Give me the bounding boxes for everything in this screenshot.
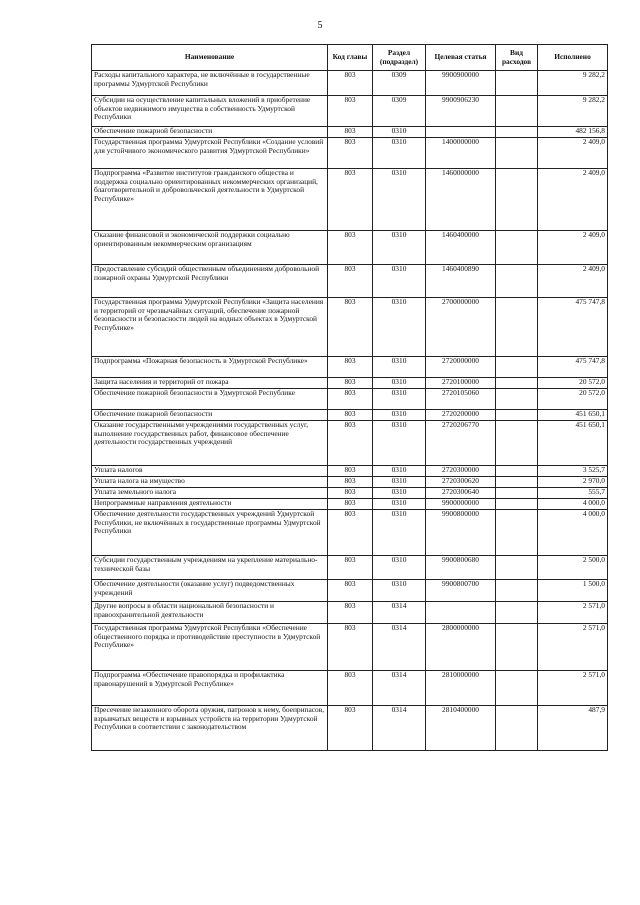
row-section: 0310 (373, 169, 426, 231)
row-section: 0310 (373, 580, 426, 602)
row-target-article: 2720100000 (426, 378, 496, 389)
row-expense-type (496, 378, 538, 389)
row-section: 0310 (373, 265, 426, 298)
row-expense-type (496, 671, 538, 706)
row-chapter-code: 803 (328, 389, 373, 410)
row-executed: 2 571,0 (538, 671, 608, 706)
row-target-article: 2720206770 (426, 421, 496, 466)
row-chapter-code: 803 (328, 477, 373, 488)
row-target-article: 1460000000 (426, 169, 496, 231)
row-section: 0310 (373, 510, 426, 556)
row-chapter-code: 803 (328, 231, 373, 265)
row-executed: 2 571,0 (538, 602, 608, 624)
row-expense-type (496, 624, 538, 671)
row-target-article: 9900800000 (426, 510, 496, 556)
row-name: Уплата налогов (92, 466, 328, 477)
header-executed: Исполнено (538, 45, 608, 71)
row-target-article: 9900906230 (426, 96, 496, 127)
row-chapter-code: 803 (328, 671, 373, 706)
row-section: 0310 (373, 556, 426, 580)
row-target-article: 2700000000 (426, 298, 496, 357)
row-name: Обеспечение пожарной безопасности в Удмуртской Республике (92, 389, 328, 410)
row-expense-type (496, 357, 538, 378)
row-section: 0310 (373, 231, 426, 265)
row-name: Обеспечение пожарной безопасности (92, 410, 328, 421)
row-expense-type (496, 231, 538, 265)
budget-table (91, 44, 608, 751)
row-name: Обеспечение пожарной безопасности (92, 127, 328, 138)
table-row (92, 706, 608, 751)
row-target-article: 2720300000 (426, 466, 496, 477)
row-executed: 2 409,0 (538, 169, 608, 231)
row-chapter-code: 803 (328, 127, 373, 138)
table-header-row (92, 45, 608, 71)
row-chapter-code: 803 (328, 298, 373, 357)
row-chapter-code: 803 (328, 410, 373, 421)
row-target-article: 2800000000 (426, 624, 496, 671)
header-expense-type: Вид расходов (496, 45, 538, 71)
row-chapter-code: 803 (328, 378, 373, 389)
row-name: Пресечение незаконного оборота оружия, патронов к нему, боеприпасов, взрывчатых веществ и взрывных устройств на территории Удмуртской Республики в соответствии с законодательством (92, 706, 328, 751)
row-chapter-code: 803 (328, 421, 373, 466)
table-row (92, 421, 608, 466)
row-section: 0309 (373, 71, 426, 96)
row-section: 0310 (373, 421, 426, 466)
row-name: Обеспечение деятельности государственных учреждений Удмуртской Республики, не включённых в государственные программы Удмуртской Республики (92, 510, 328, 556)
row-section: 0310 (373, 298, 426, 357)
row-chapter-code: 803 (328, 499, 373, 510)
row-executed: 4 000,0 (538, 510, 608, 556)
row-expense-type (496, 389, 538, 410)
row-expense-type (496, 127, 538, 138)
row-section: 0314 (373, 624, 426, 671)
row-chapter-code: 803 (328, 580, 373, 602)
table-row (92, 96, 608, 127)
row-expense-type (496, 421, 538, 466)
row-chapter-code: 803 (328, 71, 373, 96)
table-row (92, 265, 608, 298)
row-chapter-code: 803 (328, 488, 373, 499)
row-executed: 9 282,2 (538, 96, 608, 127)
table-row (92, 602, 608, 624)
row-name: Государственная программа Удмуртской Республики «Обеспечение общественного порядка и противодействие преступности в Удмуртской Республике» (92, 624, 328, 671)
row-expense-type (496, 602, 538, 624)
row-chapter-code: 803 (328, 466, 373, 477)
row-executed: 451 650,1 (538, 410, 608, 421)
row-section: 0309 (373, 96, 426, 127)
row-chapter-code: 803 (328, 510, 373, 556)
row-expense-type (496, 265, 538, 298)
row-section: 0310 (373, 477, 426, 488)
row-expense-type (496, 298, 538, 357)
row-name: Государственная программа Удмуртской Республики «Создание условий для устойчивого экономического развития Удмуртской Республики» (92, 138, 328, 169)
row-name: Оказание финансовой и экономической поддержки социально ориентированным некоммерческим организациям (92, 231, 328, 265)
row-section: 0310 (373, 127, 426, 138)
row-name: Непрограммные направления деятельности (92, 499, 328, 510)
table-row (92, 71, 608, 96)
row-name: Уплата земельного налога (92, 488, 328, 499)
table-row (92, 499, 608, 510)
row-executed: 555,7 (538, 488, 608, 499)
table-row (92, 169, 608, 231)
row-section: 0310 (373, 410, 426, 421)
row-expense-type (496, 499, 538, 510)
row-target-article: 1400000000 (426, 138, 496, 169)
row-chapter-code: 803 (328, 138, 373, 169)
row-executed: 9 282,2 (538, 71, 608, 96)
row-section: 0310 (373, 378, 426, 389)
row-section: 0310 (373, 488, 426, 499)
table-row (92, 298, 608, 357)
row-chapter-code: 803 (328, 169, 373, 231)
row-name: Субсидии на осуществление капитальных вложений в приобретение объектов недвижимого имущества в собственность Удмуртской Республики (92, 96, 328, 127)
row-target-article: 9900800700 (426, 580, 496, 602)
row-executed: 475 747,8 (538, 298, 608, 357)
table-row (92, 510, 608, 556)
row-target-article: 2720105060 (426, 389, 496, 410)
row-name: Другие вопросы в области национальной безопасности и правоохранительной деятельности (92, 602, 328, 624)
row-chapter-code: 803 (328, 602, 373, 624)
header-name: Наименование (92, 45, 328, 71)
row-expense-type (496, 488, 538, 499)
row-name: Расходы капитального характера, не включённые в государственные программы Удмуртской Республики (92, 71, 328, 96)
row-executed: 475 747,8 (538, 357, 608, 378)
row-chapter-code: 803 (328, 624, 373, 671)
row-name: Уплата налога на имущество (92, 477, 328, 488)
row-name: Подпрограмма «Пожарная безопасность в Удмуртской Республике» (92, 357, 328, 378)
header-section: Раздел (подраздел) (373, 45, 426, 71)
row-expense-type (496, 138, 538, 169)
row-section: 0310 (373, 138, 426, 169)
row-expense-type (496, 510, 538, 556)
row-executed: 451 650,1 (538, 421, 608, 466)
row-name: Обеспечение деятельности (оказание услуг) подведомственных учреждений (92, 580, 328, 602)
table-row (92, 624, 608, 671)
table-row (92, 138, 608, 169)
table-row (92, 357, 608, 378)
row-chapter-code: 803 (328, 357, 373, 378)
row-executed: 482 156,8 (538, 127, 608, 138)
table-body (92, 71, 608, 751)
row-target-article: 2720200000 (426, 410, 496, 421)
row-section: 0314 (373, 706, 426, 751)
row-section: 0310 (373, 389, 426, 410)
row-expense-type (496, 466, 538, 477)
row-executed: 4 000,0 (538, 499, 608, 510)
row-name: Оказание государственными учреждениями государственных услуг, выполнение государственных работ, финансовое обеспечение деятельности государственных учреждений (92, 421, 328, 466)
row-expense-type (496, 410, 538, 421)
table-row (92, 231, 608, 265)
row-target-article: 1460400890 (426, 265, 496, 298)
row-chapter-code: 803 (328, 96, 373, 127)
row-executed: 2 500,0 (538, 556, 608, 580)
row-executed: 487,9 (538, 706, 608, 751)
row-expense-type (496, 706, 538, 751)
table-row (92, 378, 608, 389)
row-chapter-code: 803 (328, 556, 373, 580)
row-section: 0310 (373, 466, 426, 477)
row-section: 0310 (373, 499, 426, 510)
table-row (92, 556, 608, 580)
row-name: Субсидии государственным учреждениям на укрепление материально-технической базы (92, 556, 328, 580)
row-target-article: 1460400000 (426, 231, 496, 265)
table-row (92, 127, 608, 138)
row-name: Государственная программа Удмуртской Республики «Защита населения и территорий от чрезвычайных ситуаций, обеспечение пожарной безопасности и безопасности людей на водных объектах в Удмуртской Республике» (92, 298, 328, 357)
row-executed: 3 525,7 (538, 466, 608, 477)
row-target-article (426, 127, 496, 138)
row-name: Предоставление субсидий общественным объединениям добровольной пожарной охраны Удмуртской Республики (92, 265, 328, 298)
row-target-article: 9900000000 (426, 499, 496, 510)
table-row (92, 389, 608, 410)
row-expense-type (496, 556, 538, 580)
table-row (92, 466, 608, 477)
row-target-article (426, 602, 496, 624)
page-number: 5 (317, 20, 323, 31)
row-target-article: 2720300620 (426, 477, 496, 488)
row-executed: 20 572,0 (538, 378, 608, 389)
row-executed: 20 572,0 (538, 389, 608, 410)
header-chapter-code: Код главы (328, 45, 373, 71)
table-row (92, 671, 608, 706)
table-row (92, 488, 608, 499)
row-section: 0314 (373, 602, 426, 624)
row-executed: 2 571,0 (538, 624, 608, 671)
row-executed: 2 409,0 (538, 265, 608, 298)
row-name: Защита населения и территорий от пожара (92, 378, 328, 389)
row-target-article: 9900800680 (426, 556, 496, 580)
row-expense-type (496, 169, 538, 231)
row-executed: 2 970,0 (538, 477, 608, 488)
row-target-article: 2720000000 (426, 357, 496, 378)
row-name: Подпрограмма «Развитие институтов гражданского общества и поддержка социально ориентированных некоммерческих организаций, благотворительной и добровольческой деятельности в Удмуртской Республике» (92, 169, 328, 231)
row-executed: 2 409,0 (538, 231, 608, 265)
row-target-article: 9900900000 (426, 71, 496, 96)
row-target-article: 2810000000 (426, 671, 496, 706)
header-target-article: Целевая статья (426, 45, 496, 71)
row-chapter-code: 803 (328, 265, 373, 298)
row-chapter-code: 803 (328, 706, 373, 751)
table-row (92, 580, 608, 602)
row-expense-type (496, 580, 538, 602)
row-expense-type (496, 96, 538, 127)
row-expense-type (496, 477, 538, 488)
row-section: 0314 (373, 671, 426, 706)
row-expense-type (496, 71, 538, 96)
row-name: Подпрограмма «Обеспечение правопорядка и профилактика правонарушений в Удмуртской Республике» (92, 671, 328, 706)
row-executed: 2 409,0 (538, 138, 608, 169)
table-row (92, 477, 608, 488)
row-target-article: 2720300640 (426, 488, 496, 499)
table-row (92, 410, 608, 421)
row-section: 0310 (373, 357, 426, 378)
row-target-article: 2810400000 (426, 706, 496, 751)
row-executed: 1 500,0 (538, 580, 608, 602)
